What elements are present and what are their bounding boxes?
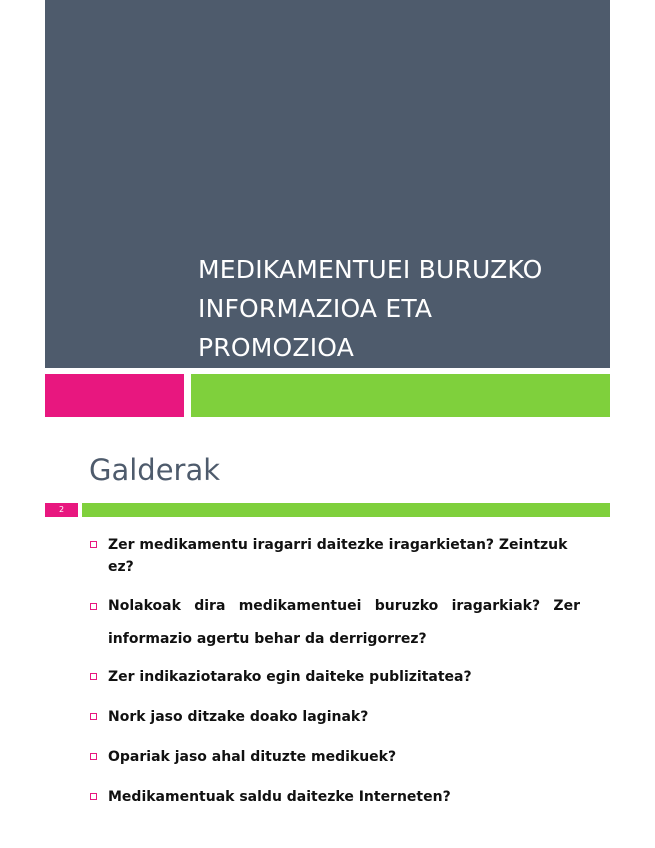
square-bullet-icon — [90, 541, 97, 548]
green-accent-bar — [191, 374, 610, 417]
title-line-2: INFORMAZIOA ETA — [198, 294, 433, 323]
list-item-text: Zer medikamentu iragarri daitezke iragarkietan? Zeintzuk ez? — [108, 537, 568, 575]
list-item-text: Nolakoak dira medikamentuei buruzko iragarkiak? Zer informazio agertu behar da derrigorrez? — [108, 598, 580, 647]
slide-title: Galderak — [89, 453, 221, 487]
list-item — [90, 590, 580, 656]
list-item — [90, 666, 580, 688]
green-divider-bar — [82, 503, 610, 517]
page-number: 2 — [58, 505, 65, 514]
title-slide-heading — [198, 250, 598, 367]
list-item — [90, 746, 580, 768]
square-bullet-icon — [90, 753, 97, 760]
title-line-1: MEDIKAMENTUEI BURUZKO — [198, 255, 543, 284]
pink-accent-bar — [45, 374, 184, 417]
square-bullet-icon — [90, 713, 97, 720]
list-item-text: Zer indikaziotarako egin daiteke publizitatea? — [108, 669, 472, 685]
square-bullet-icon — [90, 603, 97, 610]
question-list — [90, 534, 580, 826]
title-line-3: PROMOZIOA — [198, 333, 355, 362]
square-bullet-icon — [90, 673, 97, 680]
square-bullet-icon — [90, 793, 97, 800]
list-item — [90, 534, 580, 578]
list-item — [90, 786, 580, 808]
list-item-text: Nork jaso ditzake doako laginak? — [108, 709, 369, 725]
list-item — [90, 706, 580, 728]
list-item-text: Medikamentuak saldu daitezke Interneten? — [108, 789, 451, 805]
list-item-text: Opariak jaso ahal dituzte medikuek? — [108, 749, 397, 765]
